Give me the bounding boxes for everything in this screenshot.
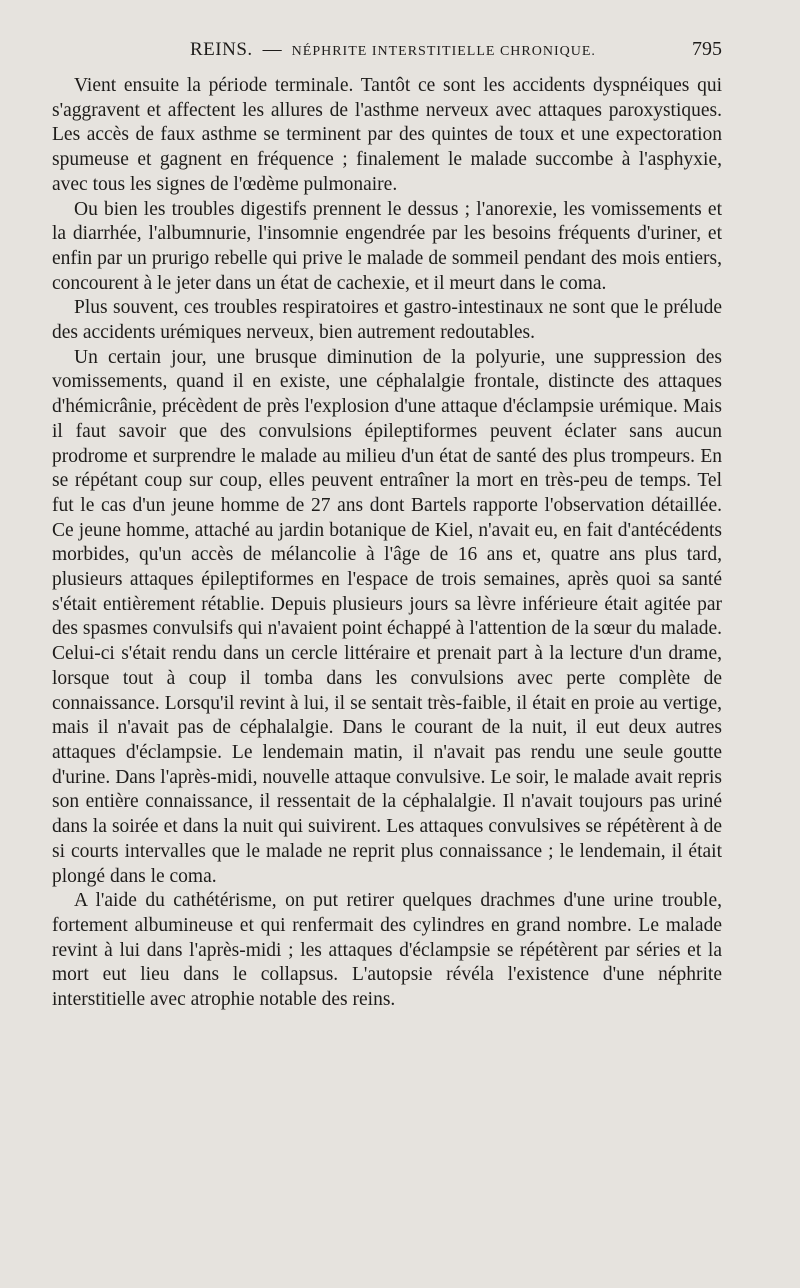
header-title: NÉPHRITE INTERSTITIELLE CHRONIQUE. xyxy=(291,44,596,59)
paragraph-bartels-case: Un certain jour, une brusque diminution de la polyurie, une suppression des vomissements, quand il en existe, une céphalalgie frontale, distincte des attaques d'hémicrânie, précèdent de près l'explosion d'une attaque d'éclampsie urémique. Mais il faut savoir que des convulsions épileptiformes peuvent éclater sans aucun prodrome et surprendre le malade au milieu d'un état de santé des plus trompeurs. En se répétant coup sur coup, elles peuvent entraîner la mort en très-peu de temps. Tel fut le cas d'un jeune homme de 27 ans dont Bartels rapporte l'observation détaillée. Ce jeune homme, attaché au jardin botanique de Kiel, n'avait eu, en fait d'antécédents morbides, qu'un accès de mélancolie à l'âge de 16 ans et, quatre ans plus tard, plusieurs attaques épileptiformes en l'espace de trois semaines, après quoi sa santé s'était entièrement rétablie. Depuis plusieurs jours sa lèvre inférieure était agitée par des spasmes convulsifs qui n'avaient point échappé à l'attention de la sœur du malade. Celui-ci s'était rendu dans un cercle littéraire et prenait part à la lecture d'un drame, lorsque tout à coup il tomba dans les convulsions avec perte complète de connaissance. Lorsqu'il revint à lui, il se sentait très-faible, il était en proie au vertige, mais il n'avait pas de céphalalgie. Dans le courant de la nuit, il eut deux autres attaques d'éclampsie. Le lendemain matin, il n'avait pas rendu une seule goutte d'urine. Dans l'après-midi, nouvelle attaque convulsive. Le soir, le malade avait repris son entière connaissance, il ressentait de la céphalalgie. Il n'avait toujours pas uriné dans la soirée et dans la nuit qui suivirent. Les attaques convulsives se répétèrent à de si courts intervalles que le malade ne reprit plus connaissance ; le lendemain, il était plongé dans le coma. xyxy=(52,346,722,887)
header-separator: — xyxy=(262,39,282,60)
paragraph-terminal-period: Vient ensuite la période terminale. Tantôt ce sont les accidents dyspnéiques qui s'aggravent et affectent les allures de l'asthme nerveux avec attaques paroxystiques. Les accès de faux asthme se terminent par des quintes de toux et une expectoration spumeuse et gagnent en fréquence ; finalement le malade succombe à l'asphyxie, avec tous les signes de l'œdème pulmonaire. xyxy=(52,75,722,195)
paragraph-catheterism: A l'aide du cathétérisme, on put retirer quelques drachmes d'une urine trouble, fortement albumineuse et qui renfermait des cylindres en grand nombre. Le malade revint à lui dans l'après-midi ; les attaques d'éclampsie se répétèrent par séries et la mort eut lieu dans le collapsus. L'autopsie révéla l'existence d'une néphrite interstitielle avec atrophie notable des reins. xyxy=(52,890,722,1011)
paragraph-digestive-troubles: Ou bien les troubles digestifs prennent le dessus ; l'anorexie, les vomissements et la diarrhée, l'albumnurie, l'insomnie engendrée par les besoins fréquents d'uriner, et enfin par un prurigo rebelle qui prive le malade de sommeil pendant des mois entiers, concourent à le jeter dans un état de cachexie, et il meurt dans le coma. xyxy=(52,198,722,294)
header-section: REINS. xyxy=(190,39,253,60)
paragraph-uremic-prelude: Plus souvent, ces troubles respiratoires et gastro-intestinaux ne sont que le prélude des accidents urémiques nerveux, bien autrement redoutables. xyxy=(52,297,722,344)
page-number: 795 xyxy=(692,38,722,60)
page-body xyxy=(52,74,722,1013)
running-header xyxy=(52,38,722,66)
